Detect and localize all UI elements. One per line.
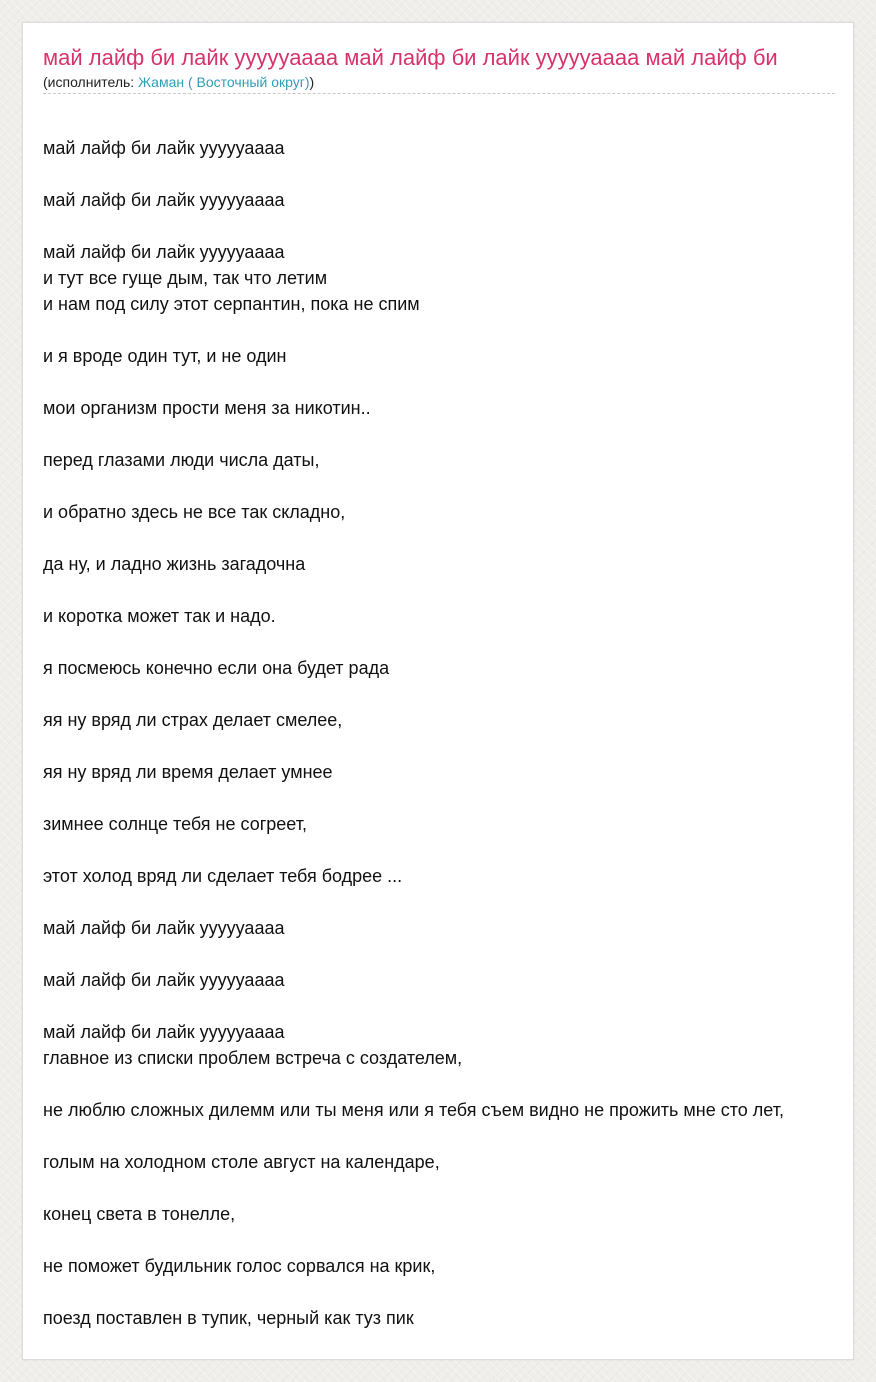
- lyric-blank-line: [43, 421, 876, 447]
- lyric-line: и тут все гуще дым, так что летим: [43, 268, 328, 288]
- lyric-line: и нам под силу этот серпантин, пока не спим: [43, 294, 420, 314]
- lyric-line: перед глазами люди числа даты,: [43, 450, 320, 470]
- lyric-line: голым на холодном столе август на календаре,: [43, 1152, 440, 1172]
- lyric-line: мои организм прости меня за никотин..: [43, 398, 371, 418]
- lyric-line: и коротка может так и надо.: [43, 606, 276, 626]
- lyric-line: поезд поставлен в тупик, черный как туз пик: [43, 1308, 414, 1328]
- lyric-blank-line: [43, 681, 876, 707]
- lyric-blank-line: [43, 889, 876, 915]
- lyric-line: яя ну вряд ли страх делает смелее,: [43, 710, 343, 730]
- lyric-line: главное из списки проблем встреча с создателем,: [43, 1048, 463, 1068]
- lyric-blank-line: [43, 629, 876, 655]
- lyric-line: конец света в тонелле,: [43, 1204, 236, 1224]
- lyric-line: и обратно здесь не все так складно,: [43, 502, 346, 522]
- lyric-line: да ну, и ладно жизнь загадочна: [43, 554, 306, 574]
- lyrics-body: [43, 135, 876, 1331]
- lyric-blank-line: [43, 369, 876, 395]
- lyric-line: май лайф би лайк уууууаааа: [43, 970, 285, 990]
- artist-line: [43, 74, 835, 94]
- lyric-line: май лайф би лайк уууууаааа: [43, 1022, 285, 1042]
- lyric-blank-line: [43, 577, 876, 603]
- lyric-line: яя ну вряд ли время делает умнее: [43, 762, 333, 782]
- lyric-blank-line: [43, 1279, 876, 1305]
- lyric-blank-line: [43, 161, 876, 187]
- artist-suffix: ): [309, 74, 315, 90]
- lyric-blank-line: [43, 213, 876, 239]
- song-title: май лайф би лайк уууууаааа май лайф би лайк уууууаааа май лайф би: [43, 45, 778, 70]
- lyric-line: я посмеюсь конечно если она будет рада: [43, 658, 390, 678]
- song-header: [43, 43, 835, 94]
- lyric-blank-line: [43, 837, 876, 863]
- lyric-line: этот холод вряд ли сделает тебя бодрее ...: [43, 866, 403, 886]
- lyric-blank-line: [43, 1227, 876, 1253]
- lyric-blank-line: [43, 1175, 876, 1201]
- lyric-blank-line: [43, 993, 876, 1019]
- lyric-blank-line: [43, 733, 876, 759]
- lyric-line: и я вроде один тут, и не один: [43, 346, 287, 366]
- lyric-line: май лайф би лайк уууууаааа: [43, 138, 285, 158]
- lyric-blank-line: [43, 473, 876, 499]
- lyric-line: зимнее солнце тебя не согреет,: [43, 814, 307, 834]
- lyric-line: не поможет будильник голос сорвался на крик,: [43, 1256, 436, 1276]
- lyric-blank-line: [43, 317, 876, 343]
- artist-prefix: (исполнитель:: [43, 74, 139, 90]
- lyrics-card: [22, 22, 854, 1360]
- lyric-line: май лайф би лайк уууууаааа: [43, 918, 285, 938]
- lyric-blank-line: [43, 941, 876, 967]
- lyric-blank-line: [43, 785, 876, 811]
- lyric-line: не люблю сложных дилемм или ты меня или я тебя съем видно не прожить мне сто лет,: [43, 1100, 784, 1120]
- lyric-line: май лайф би лайк уууууаааа: [43, 242, 285, 262]
- artist-link[interactable]: Жаман ( Восточный округ): [138, 74, 310, 90]
- lyric-blank-line: [43, 1071, 876, 1097]
- lyric-line: май лайф би лайк уууууаааа: [43, 190, 285, 210]
- lyric-blank-line: [43, 1123, 876, 1149]
- lyric-blank-line: [43, 525, 876, 551]
